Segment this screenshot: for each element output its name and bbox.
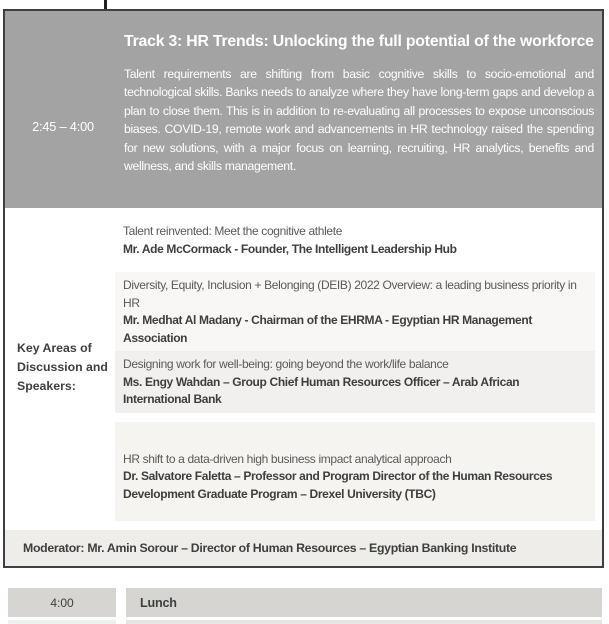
key-areas-label: Key Areas of Discussion and Speakers:	[17, 341, 108, 393]
session-item	[115, 422, 595, 522]
partial-next-row-time-cell	[8, 620, 116, 624]
column-marker-artifact	[104, 0, 107, 9]
session-description: Talent requirements are shifting from basic cognitive skills to socio-emotional and technological skills. Banks needs to analyze where they have long-term gaps and develop a plan to close them. This is in addition to re-evaluating all processes to expose unconscious biases. COVID-19, remote work and advancements in HR technology raised the spending for new solutions, with a major focus on learning, recruiting, HR analytics, benefits and wellness, and skills management.	[124, 66, 594, 173]
partial-next-row-gap	[116, 620, 126, 624]
lunch-label: Lunch	[126, 588, 602, 617]
session-speaker: Mr. Ade McCormack - Founder, The Intelligent Leadership Hub	[123, 241, 457, 256]
session-item	[115, 272, 595, 351]
moderator-text: Moderator: Mr. Amin Sorour – Director of Human Resources – Egyptian Banking Institute	[23, 541, 517, 555]
session-item	[115, 351, 595, 413]
lunch-time: 4:00	[8, 588, 116, 617]
session-speaker: Dr. Salvatore Faletta – Professor and Program Director of the Human Resources Development Graduate Program – Drexel University (TBC)	[123, 469, 553, 501]
track3-session-table	[3, 9, 604, 568]
session-item	[115, 218, 595, 260]
session-topic: Talent reinvented: Meet the cognitive athlete	[123, 224, 343, 238]
partial-next-row	[8, 620, 602, 624]
session-topic: Designing work for well-being: going beyond the work/life balance	[123, 357, 449, 371]
lunch-row	[8, 588, 602, 617]
moderator-row	[5, 530, 602, 566]
session-body-row	[5, 208, 602, 530]
session-header-content	[121, 11, 602, 208]
session-topic: HR shift to a data-driven high business impact analytical approach	[123, 451, 452, 466]
session-speaker: Mr. Medhat Al Madany - Chairman of the EHRMA - Egyptian HR Management Association	[123, 313, 532, 345]
lunch-column-gap	[116, 588, 126, 617]
session-title: Track 3: HR Trends: Unlocking the full potential of the workforce	[124, 33, 594, 50]
session-time: 2:45 – 4:00	[32, 119, 94, 134]
session-header-row	[5, 11, 602, 208]
session-speaker: Ms. Engy Wahdan – Group Chief Human Resources Officer – Arab African International Bank	[123, 374, 520, 406]
partial-next-row-label-cell	[126, 620, 602, 624]
session-topic: Diversity, Equity, Inclusion + Belonging (DEIB) 2022 Overview: a leading business priority in HR	[123, 278, 577, 310]
sessions-list	[115, 208, 602, 530]
